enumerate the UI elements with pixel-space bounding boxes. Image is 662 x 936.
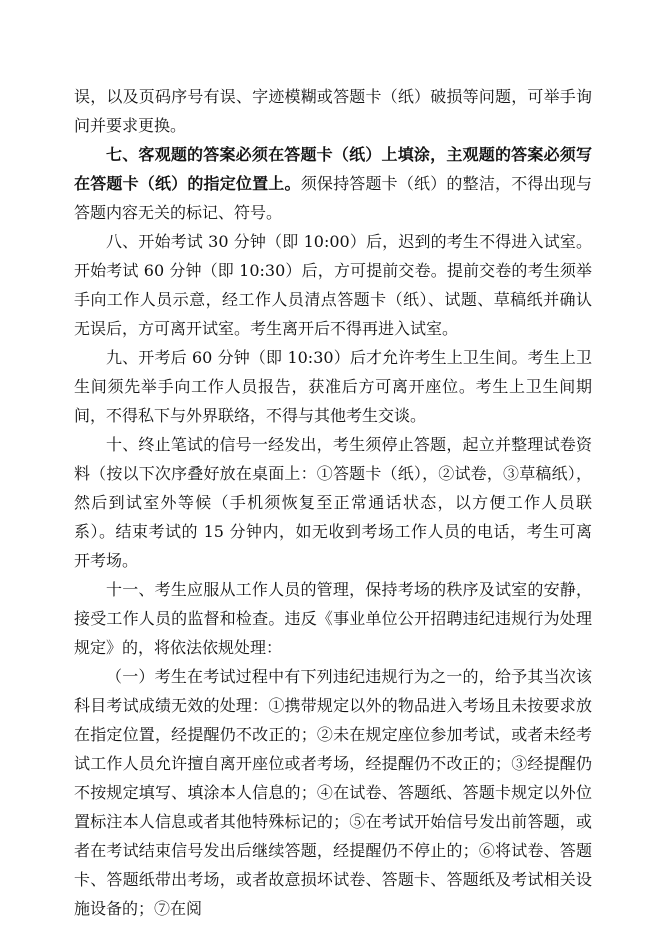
paragraph-rule-7 [74, 140, 592, 227]
rule-7-text: 须保持答题卡（纸）的整洁，不得出现与答题内容无关的标记、符号。 [74, 174, 592, 222]
paragraph-rule-11: 十一、考生应服从工作人员的管理，保持考场的秩序及试室的安静，接受工作人员的监督和检查。违反《事业单位公开招聘违纪违规行为处理规定》的，将依法依规处理： [74, 580, 592, 657]
paragraph-rule-9: 九、开考后 60 分钟（即 10:30）后才允许考生上卫生间。考生上卫生间须先举手向工作人员报告，获准后方可离开座位。考生上卫生间期间，不得私下与外界联络，不得与其他考生交谈。 [74, 348, 592, 425]
paragraph-rule-8: 八、开始考试 30 分钟（即 10:00）后，迟到的考生不得进入试室。开始考试 60 分钟（即 10:30）后，方可提前交卷。提前交卷的考生须举手向工作人员示意，经工作人员清点答题卡（纸）、试题、草稿纸并确认无误后，方可离开试室。考生离开后不得再进入试室。 [74, 232, 592, 338]
paragraph-rule-10: 十、终止笔试的信号一经发出，考生须停止答题，起立并整理试卷资料（按以下次序叠好放在桌面上：①答题卡（纸），②试卷，③草稿纸），然后到试室外等候（手机须恢复至正常通话状态，以方便工作人员联系）。结束考试的 15 分钟内，如无收到考场工作人员的电话，考生可离开考场。 [74, 435, 592, 570]
paragraph-continuation: 误，以及页码序号有误、字迹模糊或答题卡（纸）破损等问题，可举手询问并要求更换。 [74, 87, 592, 135]
rule-7-bold-text: 七、客观题的答案必须在答题卡（纸）上填涂，主观题的答案必须写在答题卡（纸）的指定位置上。 [74, 145, 592, 193]
document-body [74, 82, 592, 923]
paragraph-rule-11-item-1: （一）考生在考试过程中有下列违纪违规行为之一的，给予其当次该科目考试成绩无效的处理：①携带规定以外的物品进入考场且未按要求放在指定位置，经提醒仍不改正的；②未在规定座位参加考试，或者未经考试工作人员允许擅自离开座位或者考场，经提醒仍不改正的；③经提醒仍不按规定填写、填涂本人信息的；④在试卷、答题纸、答题卡规定以外位置标注本人信息或者其他特殊标记的；⑤在考试开始信号发出前答题，或者在考试结束信号发出后继续答题，经提醒仍不停止的；⑥将试卷、答题卡、答题纸带出考场，或者故意损坏试卷、答题卡、答题纸及考试相关设施设备的；⑦在阅 [74, 667, 592, 918]
